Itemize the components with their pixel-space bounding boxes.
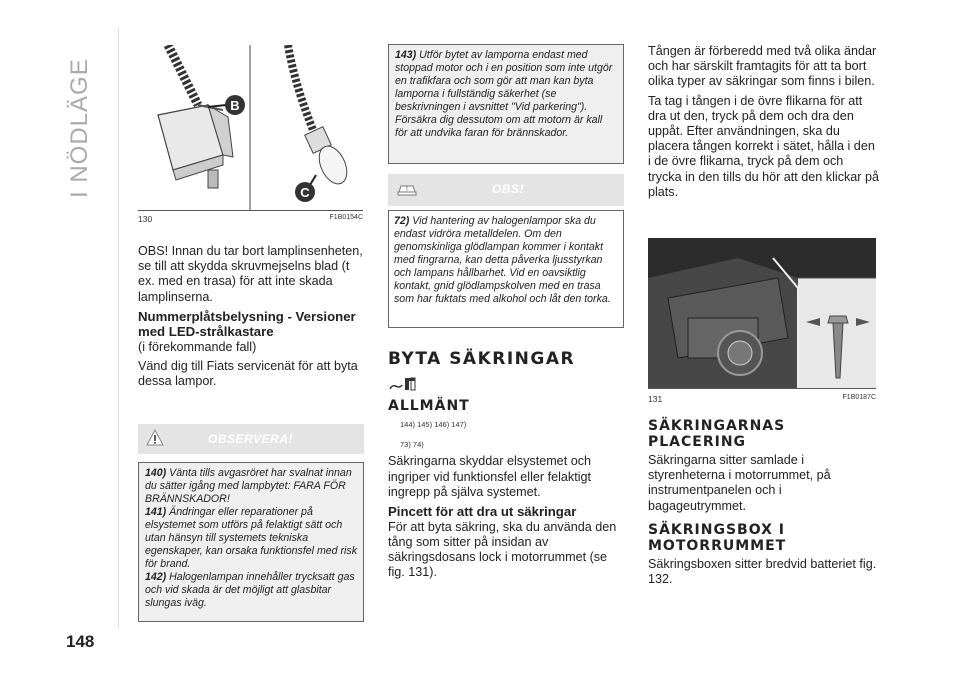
note-refs: 73) 74) xyxy=(400,440,424,450)
section-side-title xyxy=(66,48,106,198)
callout-c: C xyxy=(300,185,310,200)
warning-refs: 144) 145) 146) 147) xyxy=(400,420,467,429)
sub-heading: ALLMÄNT xyxy=(388,398,470,414)
column-1-text xyxy=(138,244,366,393)
figure-code: F1B0187C xyxy=(842,394,876,401)
obs-body xyxy=(388,210,624,328)
obs-header xyxy=(388,174,624,206)
svg-text:!: ! xyxy=(406,187,408,193)
observera-header xyxy=(138,424,364,454)
engine-bay-photo xyxy=(648,238,876,388)
section-heading: Pincett för att dra ut säkringar xyxy=(388,504,577,520)
paragraph: Säkringsboxen sitter bredvid batteriet fig. 132. xyxy=(648,556,877,587)
column-2-text xyxy=(388,398,626,584)
column-3-text-bottom xyxy=(648,418,880,591)
paragraph: Tången är förberedd med två olika ändar och har särskilt framtagits för att ta bort olika typer av säkringar som finns i bilen. xyxy=(648,44,877,89)
warning-triangle-icon xyxy=(146,429,164,447)
paragraph: OBS! Innan du tar bort lamplinsenheten, se till att skydda skruvmejselns blad (t ex. med en trasa) för att inte skada lamplinserna. xyxy=(138,244,363,304)
page-number: 148 xyxy=(66,632,95,651)
paragraph: För att byta säkring, ska du använda den tång som sitter på insidan av säkringsdosans lock i motorrummet (se fig. 131). xyxy=(388,519,617,580)
main-heading: BYTA SÄKRINGAR xyxy=(388,349,576,369)
warning-item-142: 142) Halogenlampan innehåller trycksatt gas och vid skada är det möjligt att glasbitar slungas iväg. xyxy=(145,571,355,609)
fuse-tool-icon xyxy=(388,375,420,393)
paragraph: Ta tag i tången i de övre flikarna för att dra ut den, tryck på dem och dra den uppåt. Efter användningen, ska du placera tången korrekt i sätet, hålla i den i de övre flikarna, tryck på dem och trycka in den tills du hör att den klickar på plats. xyxy=(648,93,879,199)
figure-number: 131 xyxy=(648,394,663,404)
subnote: (i förekommande fall) xyxy=(138,339,257,354)
paragraph: Säkringarna sitter samlade i styrenheterna i motorrummet, på instrumentpanelen och i bagageutrymmet. xyxy=(648,453,831,513)
section-heading: SÄKRINGARNAS PLACERING xyxy=(648,418,786,450)
column-3-text-top xyxy=(648,44,880,204)
figure-number: 130 xyxy=(138,214,153,224)
figure-130 xyxy=(138,45,363,211)
warning-number: 143) xyxy=(395,49,417,61)
warning-143-box xyxy=(388,44,624,164)
obs-title: OBS! xyxy=(492,182,524,196)
callout-b: B xyxy=(230,98,240,113)
car-warning-icon xyxy=(396,180,418,198)
main-heading-block xyxy=(388,350,624,369)
section-heading: SÄKRINGSBOX I MOTORRUMMET xyxy=(648,521,787,554)
paragraph: Säkringarna skyddar elsystemet och ingriper vid funktionsfel eller felaktigt ingrepp på själva systemet. xyxy=(388,454,592,499)
figure-code: F1B0154C xyxy=(329,214,363,221)
figure-131-caption xyxy=(648,394,876,404)
paragraph: Vänd dig till Fiats servicenät för att byta dessa lampor. xyxy=(138,359,358,389)
note-number: 72) xyxy=(394,215,410,227)
observera-body xyxy=(138,462,364,622)
figure-131 xyxy=(648,238,876,389)
figure-130-caption xyxy=(138,214,363,224)
margin-divider xyxy=(118,28,119,628)
section-heading: Nummerplåtsbelysning - Versioner med LED-strålkastare xyxy=(138,308,356,340)
side-title-text: I NÖDLÄGE xyxy=(66,58,93,198)
note-text: Vid hantering av halogenlampor ska du endast vidröra metalldelen. Om den genomskinliga glödlampan kommer i kontakt med fingrarna, kan detta påverka ljusstyrkan och lampans hållbarhet. Vid en oavsiktlig kontakt, gnid glödlampskolven med en trasa som har fuktats med alkohol och låt den torka. xyxy=(394,215,611,305)
warning-text: Utför bytet av lamporna endast med stoppad motor och i en position som inte utgör en trafikfara och som gör att man kan byta lamporna i fullständig säkerhet (se beskrivningen i avsnittet "Vid parkering"). Försäkra dig dessutom om att motorn är kall för att undvika faran för brännskador. xyxy=(395,49,613,139)
warning-item-141: 141) Ändringar eller reparationer på elsystemet som utförs på felaktigt sätt och utan hänsyn till systemets tekniska egenskaper, kan orsaka funktionsfel med risk för brand. xyxy=(145,506,357,570)
lamp-holder-illustration xyxy=(138,45,363,210)
observera-title: OBSERVERA! xyxy=(208,432,294,446)
warning-item-140: 140) Vänta tills avgasröret har svalnat innan du sätter igång med lampbytet: FARA FÖR BRÄNNSKADOR! xyxy=(145,467,352,505)
